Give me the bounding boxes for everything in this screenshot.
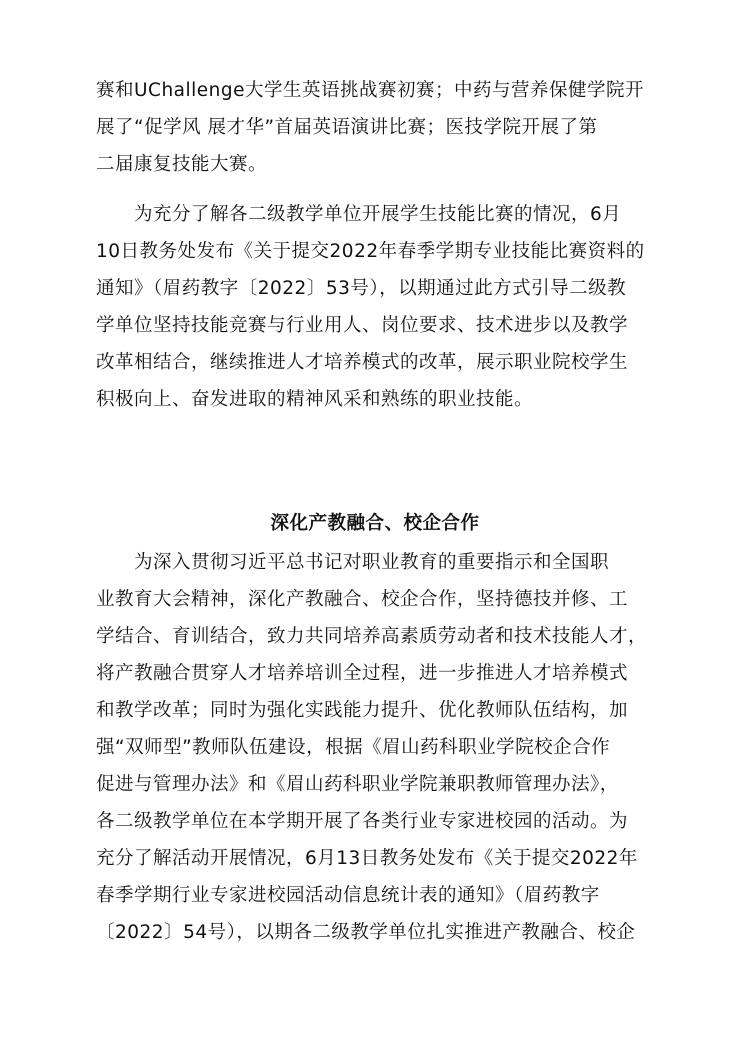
section-heading: 深化产教融合、校企合作 — [270, 513, 480, 534]
text-line: 〔2022〕54号），以期各二级教学单位扎实推进产教融合、校企 — [96, 922, 636, 943]
text-line: 赛和UChallenge大学生英语挑战赛初赛；中药与营养保健学院开 — [96, 80, 645, 101]
text-line: 改革相结合，继续推进人才培养模式的改革，展示职业院校学生 — [96, 352, 629, 373]
text-line: 二届康复技能大赛。 — [96, 154, 268, 175]
text-line: 10日教务处发布《关于提交2022年春季学期专业技能比赛资料的 — [96, 241, 645, 262]
paragraph-industry-integration — [96, 544, 656, 951]
text-line: 学单位坚持技能竞赛与行业用人、岗位要求、技术进步以及教学 — [96, 315, 629, 336]
text-line: 积极向上、奋发进取的精神风采和熟练的职业技能。 — [96, 389, 534, 410]
text-line: 为深入贯彻习近平总书记对职业教育的重要指示和全国职 — [134, 552, 610, 573]
text-line: 展了“促学风 展才华”首届英语演讲比赛；医技学院开展了第 — [96, 117, 598, 138]
text-line: 业教育大会精神，深化产教融合、校企合作，坚持德技并修、工 — [96, 589, 629, 610]
text-line: 各二级教学单位在本学期开展了各类行业专家进校园的活动。为 — [96, 811, 629, 832]
text-line: 充分了解活动开展情况，6月13日教务处发布《关于提交2022年 — [96, 848, 638, 869]
paragraph-skills-notice — [96, 196, 656, 418]
text-line: 和教学改革；同时为强化实践能力提升、优化教师队伍结构，加 — [96, 700, 629, 721]
text-line: 春季学期行业专家进校园活动信息统计表的通知》（眉药教字 — [96, 885, 600, 906]
text-line: 促进与管理办法》和《眉山药科职业学院兼职教师管理办法》， — [96, 774, 619, 795]
text-line: 为充分了解各二级教学单位开展学生技能比赛的情况，6月 — [134, 204, 622, 225]
text-line: 将产教融合贯穿人才培养培训全过程，进一步推进人才培养模式 — [96, 663, 629, 684]
paragraph-competitions-continued — [96, 72, 656, 183]
text-line: 通知》（眉药教字〔2022〕53号），以期通过此方式引导二级教 — [96, 278, 627, 299]
text-line: 学结合、育训结合，致力共同培养高素质劳动者和技术技能人才， — [96, 626, 648, 647]
text-line: 强“双师型”教师队伍建设，根据《眉山药科职业学院校企合作 — [96, 737, 611, 758]
